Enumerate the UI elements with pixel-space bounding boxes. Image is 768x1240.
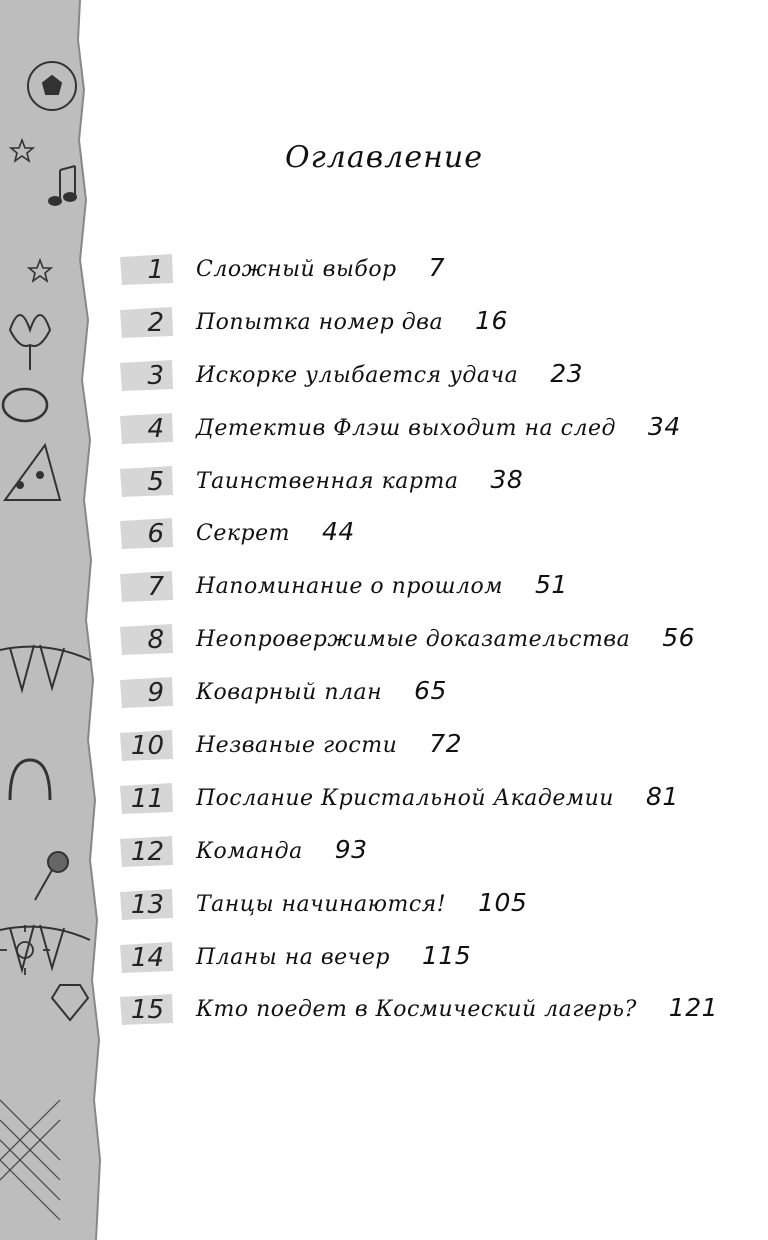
toc-entry <box>0 880 768 933</box>
chapter-page-number: 38 <box>490 464 524 494</box>
chapter-page-number: 56 <box>662 623 696 653</box>
chapter-number-badge <box>118 727 174 763</box>
chapter-title: Планы на вечер <box>196 944 390 970</box>
chapter-entry <box>196 835 368 864</box>
chapter-entry <box>196 729 462 758</box>
chapter-number: 8 <box>147 625 164 656</box>
gray-brush-background <box>118 515 174 551</box>
chapter-title: Детектив Флэш выходит на след <box>196 415 616 441</box>
chapter-page-number: 72 <box>429 729 463 759</box>
chapter-title: Незваные гости <box>196 733 398 759</box>
chapter-number: 9 <box>147 678 164 709</box>
chapter-entry <box>196 570 568 599</box>
chapter-number: 3 <box>147 360 164 391</box>
toc-entry <box>0 827 768 880</box>
gray-brush-background <box>118 463 174 499</box>
toc-entry <box>0 668 768 721</box>
toc-entry <box>0 351 768 404</box>
chapter-number: 6 <box>147 519 164 550</box>
chapter-number-badge <box>118 621 174 657</box>
chapter-title: Кто поедет в Космический лагерь? <box>196 997 637 1023</box>
chapter-number-badge <box>118 357 174 393</box>
toc-entry <box>0 562 768 615</box>
chapter-title: Сложный выбор <box>196 257 397 282</box>
chapter-entry <box>196 412 681 441</box>
chapter-number-badge <box>118 886 174 922</box>
chapter-number-badge <box>118 780 174 816</box>
chapter-page-number: 81 <box>645 781 679 811</box>
chapter-page-number: 115 <box>421 940 472 970</box>
chapter-entry <box>196 623 695 652</box>
toc-entry <box>0 933 768 986</box>
chapter-page-number: 65 <box>414 676 447 706</box>
gray-brush-background <box>118 674 174 710</box>
chapter-number: 2 <box>147 307 164 338</box>
chapter-page-number: 7 <box>428 253 446 282</box>
chapter-number-badge <box>118 568 174 604</box>
chapter-page-number: 121 <box>668 993 719 1023</box>
chapter-page-number: 34 <box>647 411 681 441</box>
chapter-title: Послание Кристальной Академии <box>196 785 614 811</box>
chapter-title: Команда <box>196 838 303 864</box>
chapter-entry <box>196 253 445 282</box>
table-of-contents <box>0 245 768 1038</box>
toc-entry <box>0 985 768 1038</box>
toc-entry <box>0 721 768 774</box>
chapter-title: Неопровержимые доказательства <box>196 627 631 653</box>
chapter-title: Секрет <box>196 521 290 547</box>
gray-brush-background <box>118 621 174 657</box>
chapter-page-number: 44 <box>321 517 355 547</box>
chapter-page-number: 105 <box>478 887 528 917</box>
chapter-title: Напоминание о прошлом <box>196 574 503 600</box>
toc-entry <box>0 509 768 562</box>
chapter-title: Танцы начинаются! <box>196 891 447 917</box>
chapter-number: 14 <box>130 942 164 973</box>
chapter-number: 15 <box>130 995 164 1026</box>
gray-brush-background <box>118 410 174 446</box>
chapter-entry <box>196 888 527 917</box>
chapter-page-number: 51 <box>534 570 568 600</box>
chapter-entry <box>196 517 355 546</box>
chapter-title: Искорке улыбается удача <box>196 362 519 388</box>
chapter-entry <box>196 941 471 970</box>
chapter-number: 7 <box>147 572 164 603</box>
chapter-number: 11 <box>130 783 164 814</box>
toc-entry <box>0 404 768 457</box>
chapter-title: Попытка номер два <box>196 309 444 335</box>
chapter-title: Таинственная карта <box>196 468 459 494</box>
chapter-number-badge <box>118 463 174 499</box>
chapter-page-number: 93 <box>334 834 368 864</box>
chapter-number-badge <box>118 674 174 710</box>
gray-brush-background <box>118 357 174 393</box>
toc-entry <box>0 774 768 827</box>
gray-brush-background <box>118 251 174 287</box>
chapter-page-number: 23 <box>550 358 584 388</box>
chapter-number-badge <box>118 251 174 287</box>
chapter-number: 4 <box>147 413 164 444</box>
toc-entry <box>0 457 768 510</box>
chapter-number: 1 <box>147 255 164 285</box>
chapter-entry <box>196 359 583 388</box>
chapter-number-badge <box>118 991 174 1027</box>
chapter-number-badge <box>118 515 174 551</box>
toc-entry <box>0 298 768 351</box>
chapter-number: 5 <box>147 466 164 497</box>
chapter-entry <box>196 306 508 335</box>
chapter-number: 12 <box>130 836 164 867</box>
chapter-number-badge <box>118 833 174 869</box>
chapter-entry <box>196 993 718 1022</box>
chapter-number: 10 <box>130 731 164 762</box>
toc-entry <box>0 615 768 668</box>
chapter-number-badge <box>118 304 174 340</box>
chapter-title: Коварный план <box>196 680 383 706</box>
chapter-page-number: 16 <box>475 305 508 335</box>
gray-brush-background <box>118 304 174 340</box>
chapter-number-badge <box>118 410 174 446</box>
gray-brush-background <box>118 568 174 604</box>
chapter-number: 13 <box>130 889 164 920</box>
chapter-entry <box>196 782 679 811</box>
toc-entry <box>0 245 768 298</box>
page-title: Оглавление <box>285 140 483 175</box>
chapter-entry <box>196 676 447 705</box>
chapter-entry <box>196 465 523 494</box>
chapter-number-badge <box>118 939 174 975</box>
